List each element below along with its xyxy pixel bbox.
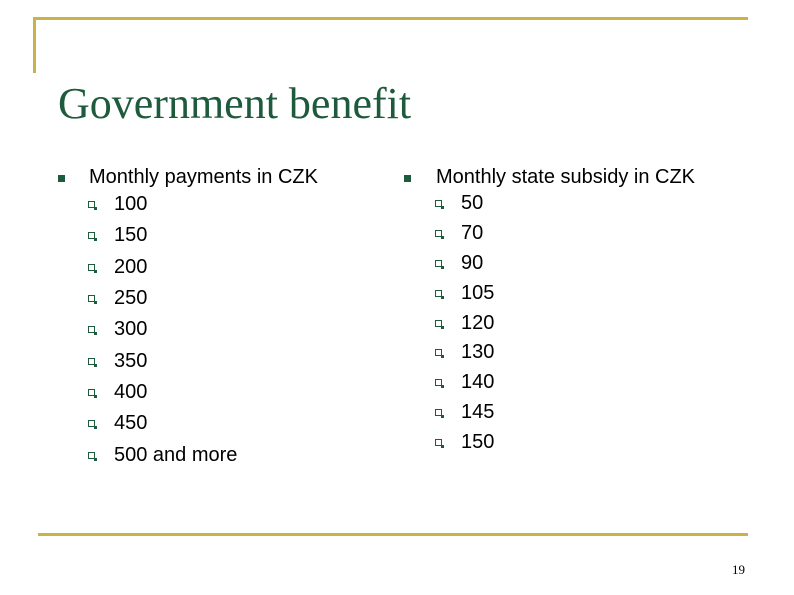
list-item (435, 278, 704, 308)
checkbox-bullet-icon (435, 230, 442, 237)
checkbox-bullet-icon (435, 320, 442, 327)
list-item-text: 130 (461, 341, 495, 364)
left-decorative-line (33, 17, 36, 73)
checkbox-bullet-icon (88, 389, 95, 396)
list-item (88, 408, 378, 439)
checkbox-bullet-icon (88, 420, 95, 427)
checkbox-bullet-icon (435, 290, 442, 297)
left-column-heading: Monthly payments in CZK (89, 166, 318, 188)
checkbox-bullet-icon (435, 409, 442, 416)
list-item (435, 338, 704, 368)
list-item-text: 350 (114, 349, 148, 372)
right-sub-list (435, 189, 704, 457)
list-item (88, 377, 378, 408)
checkbox-bullet-icon (88, 358, 95, 365)
list-item (435, 308, 704, 338)
list-item (88, 220, 378, 251)
list-item (88, 252, 378, 283)
checkbox-bullet-icon (88, 452, 95, 459)
left-main-bullet-row (58, 165, 378, 189)
list-item-text: 300 (114, 318, 148, 341)
left-sub-list (88, 189, 378, 471)
list-item (435, 368, 704, 398)
list-item (435, 398, 704, 428)
list-item-text: 200 (114, 255, 148, 278)
list-item (88, 189, 378, 220)
list-item (435, 219, 704, 249)
checkbox-bullet-icon (435, 349, 442, 356)
list-item-text: 450 (114, 412, 148, 435)
list-item (88, 283, 378, 314)
list-item (435, 427, 704, 457)
list-item-text: 500 and more (114, 443, 238, 466)
checkbox-bullet-icon (88, 326, 95, 333)
checkbox-bullet-icon (435, 260, 442, 267)
top-decorative-line (33, 17, 748, 20)
checkbox-bullet-icon (435, 379, 442, 386)
slide-title: Government benefit (58, 79, 412, 128)
checkbox-bullet-icon (435, 439, 442, 446)
list-item-text: 70 (461, 222, 484, 245)
list-item (88, 345, 378, 376)
checkbox-bullet-icon (88, 264, 95, 271)
right-main-bullet-row (404, 165, 704, 189)
right-column-heading: Monthly state subsidy in CZK (436, 166, 695, 188)
bottom-decorative-line (38, 533, 748, 536)
list-item-text: 90 (461, 251, 484, 274)
checkbox-bullet-icon (435, 200, 442, 207)
list-item (88, 439, 378, 470)
square-bullet-icon (404, 175, 411, 182)
right-column (404, 165, 704, 457)
list-item-text: 145 (461, 400, 495, 423)
square-bullet-icon (58, 175, 65, 182)
list-item-text: 105 (461, 281, 495, 304)
checkbox-bullet-icon (88, 295, 95, 302)
list-item-text: 250 (114, 287, 148, 310)
list-item (88, 314, 378, 345)
list-item (435, 189, 704, 219)
list-item-text: 400 (114, 380, 148, 403)
list-item-text: 100 (114, 193, 148, 216)
list-item (435, 249, 704, 279)
list-item-text: 150 (114, 224, 148, 247)
checkbox-bullet-icon (88, 201, 95, 208)
left-column (58, 165, 378, 471)
list-item-text: 50 (461, 192, 484, 215)
checkbox-bullet-icon (88, 232, 95, 239)
list-item-text: 120 (461, 311, 495, 334)
list-item-text: 150 (461, 430, 495, 453)
page-number: 19 (732, 562, 745, 577)
list-item-text: 140 (461, 371, 495, 394)
